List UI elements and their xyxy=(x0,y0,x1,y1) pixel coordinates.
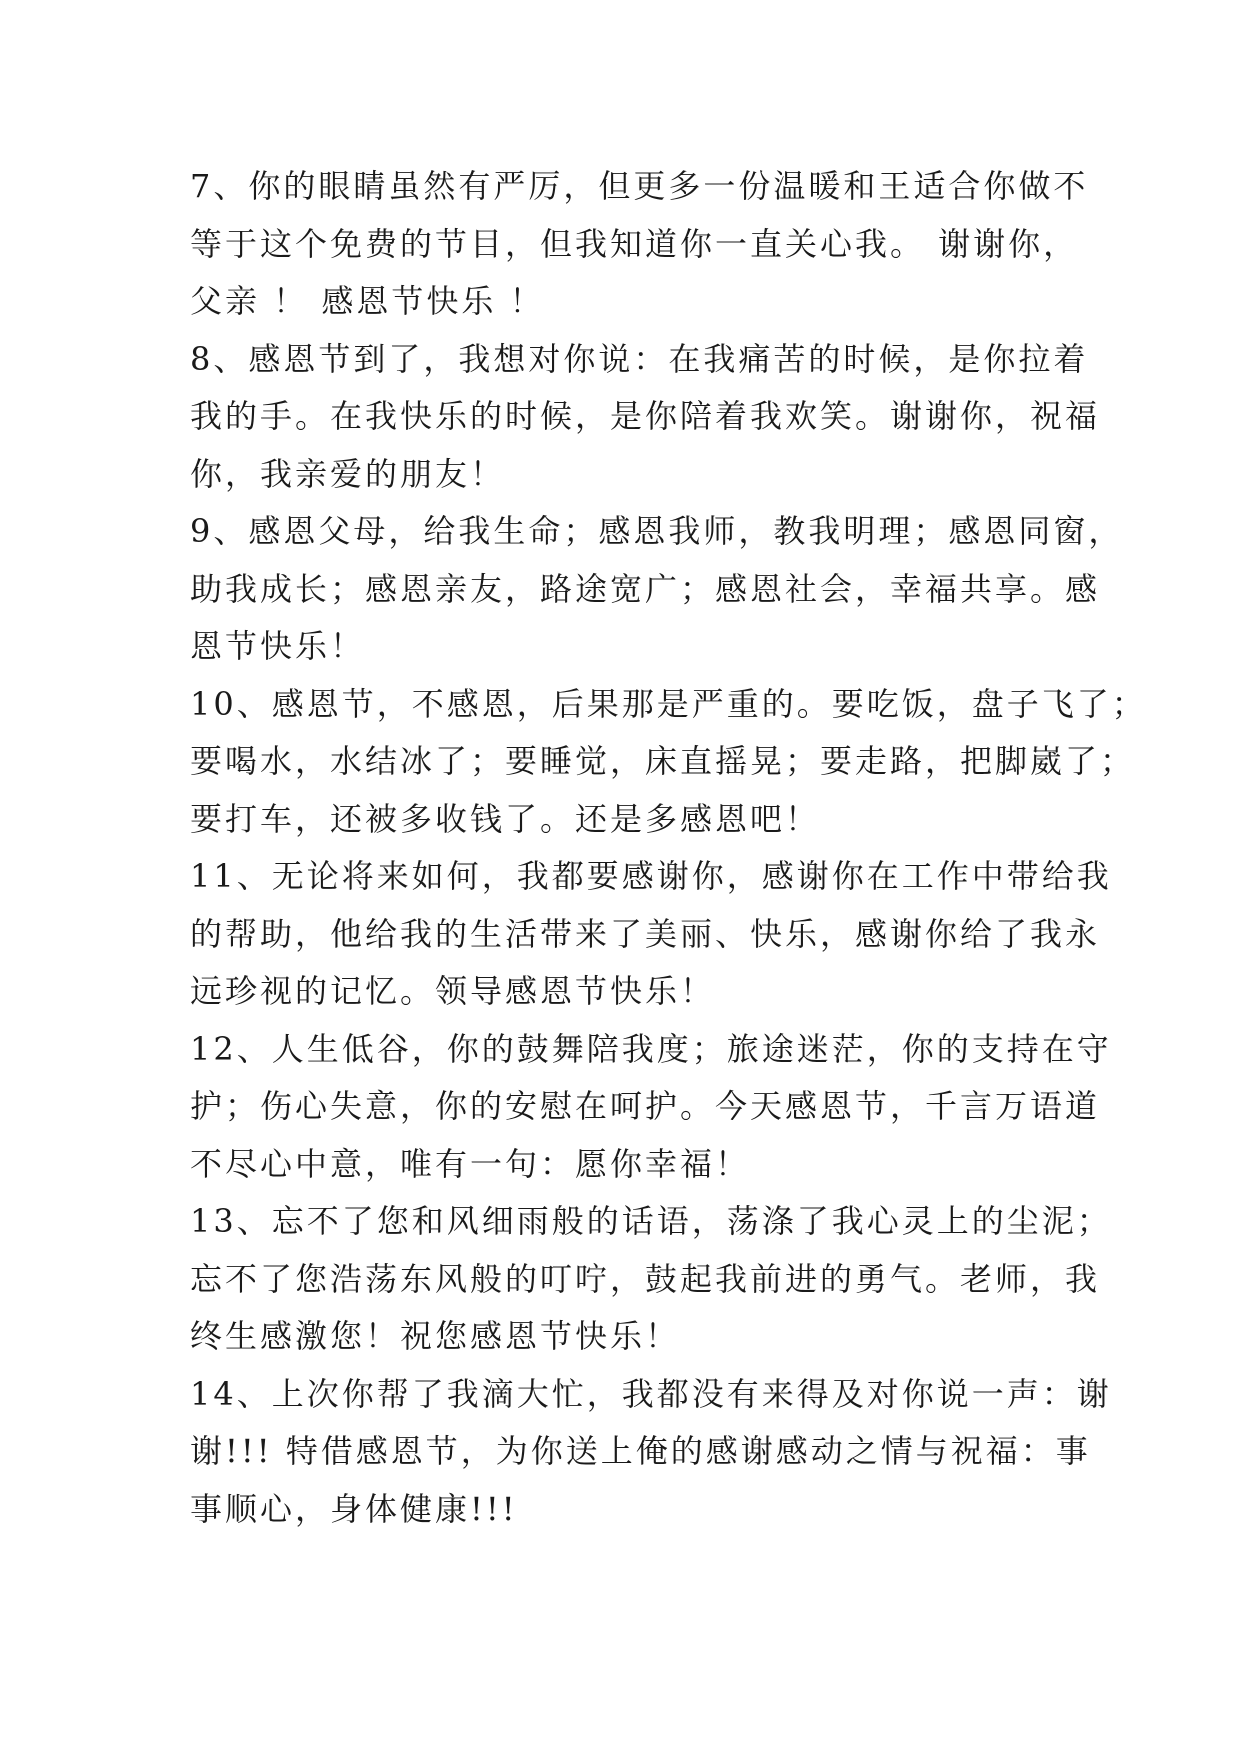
paragraph-line: 要喝水，水结冰了；要睡觉，床直摇晃；要走路，把脚崴了； xyxy=(190,742,1136,780)
paragraph-line: 要打车，还被多收钱了。还是多感恩吧！ xyxy=(190,799,821,838)
paragraph-10 xyxy=(190,676,1147,849)
paragraph-line: 你，我亲爱的朋友！ xyxy=(190,454,506,493)
paragraph-line: 12、人生低谷，你的鼓舞陪我度；旅途迷茫，你的支持在守 xyxy=(190,1029,1112,1068)
paragraph-line: 助我成长；感恩亲友，路途宽广；感恩社会，幸福共享。感 xyxy=(190,569,1101,608)
paragraph-11 xyxy=(190,848,1112,1021)
paragraph-8 xyxy=(190,331,1101,504)
paragraph-line: 谢!!! 特借感恩节，为你送上俺的感谢感动之情与祝福：事 xyxy=(190,1432,1091,1470)
paragraph-line: 远珍视的记忆。领导感恩节快乐！ xyxy=(190,972,716,1010)
paragraph-line: 恩节快乐！ xyxy=(190,627,366,665)
paragraph-line: 忘不了您浩荡东风般的叮咛，鼓起我前进的勇气。老师，我 xyxy=(190,1259,1101,1298)
paragraph-line: 14、上次你帮了我滴大忙，我都没有来得及对你说一声：谢 xyxy=(190,1374,1112,1413)
paragraph-line: 不尽心中意，唯有一句：愿你幸福！ xyxy=(190,1144,751,1183)
paragraph-line: 我的手。在我快乐的时候，是你陪着我欢笑。谢谢你，祝福 xyxy=(190,397,1101,435)
paragraph-line: 等于这个免费的节目，但我知道你一直关心我。 谢谢你， xyxy=(190,224,1079,263)
paragraph-line: 9、感恩父母，给我生命；感恩我师，教我明理；感恩同窗， xyxy=(190,512,1124,550)
paragraph-7 xyxy=(190,158,1089,331)
paragraph-line: 11、无论将来如何，我都要感谢你，感谢你在工作中带给我 xyxy=(190,857,1112,895)
paragraph-line: 10、感恩节，不感恩，后果那是严重的。要吃饭，盘子飞了； xyxy=(190,684,1147,723)
paragraph-line: 护；伤心失意，你的安慰在呵护。今天感恩节，千言万语道 xyxy=(190,1087,1101,1125)
paragraph-line: 7、你的眼睛虽然有严厉，但更多一份温暖和王适合你做不 xyxy=(190,167,1089,205)
paragraph-line: 终生感激您！祝您感恩节快乐！ xyxy=(190,1317,681,1355)
paragraph-14 xyxy=(190,1366,1112,1539)
paragraph-line: 事顺心，身体健康!!! xyxy=(190,1489,518,1528)
paragraph-9 xyxy=(190,503,1124,676)
paragraph-line: 父亲 ！ 感恩节快乐 ！ xyxy=(190,282,545,320)
document-body xyxy=(190,158,1147,1538)
paragraph-line: 的帮助，他给我的生活带来了美丽、快乐，感谢你给了我永 xyxy=(190,914,1101,953)
paragraph-line: 13、忘不了您和风细雨般的话语，荡涤了我心灵上的尘泥； xyxy=(190,1202,1112,1240)
paragraph-13 xyxy=(190,1193,1112,1366)
paragraph-12 xyxy=(190,1021,1112,1194)
paragraph-line: 8、感恩节到了，我想对你说：在我痛苦的时候，是你拉着 xyxy=(190,339,1089,378)
